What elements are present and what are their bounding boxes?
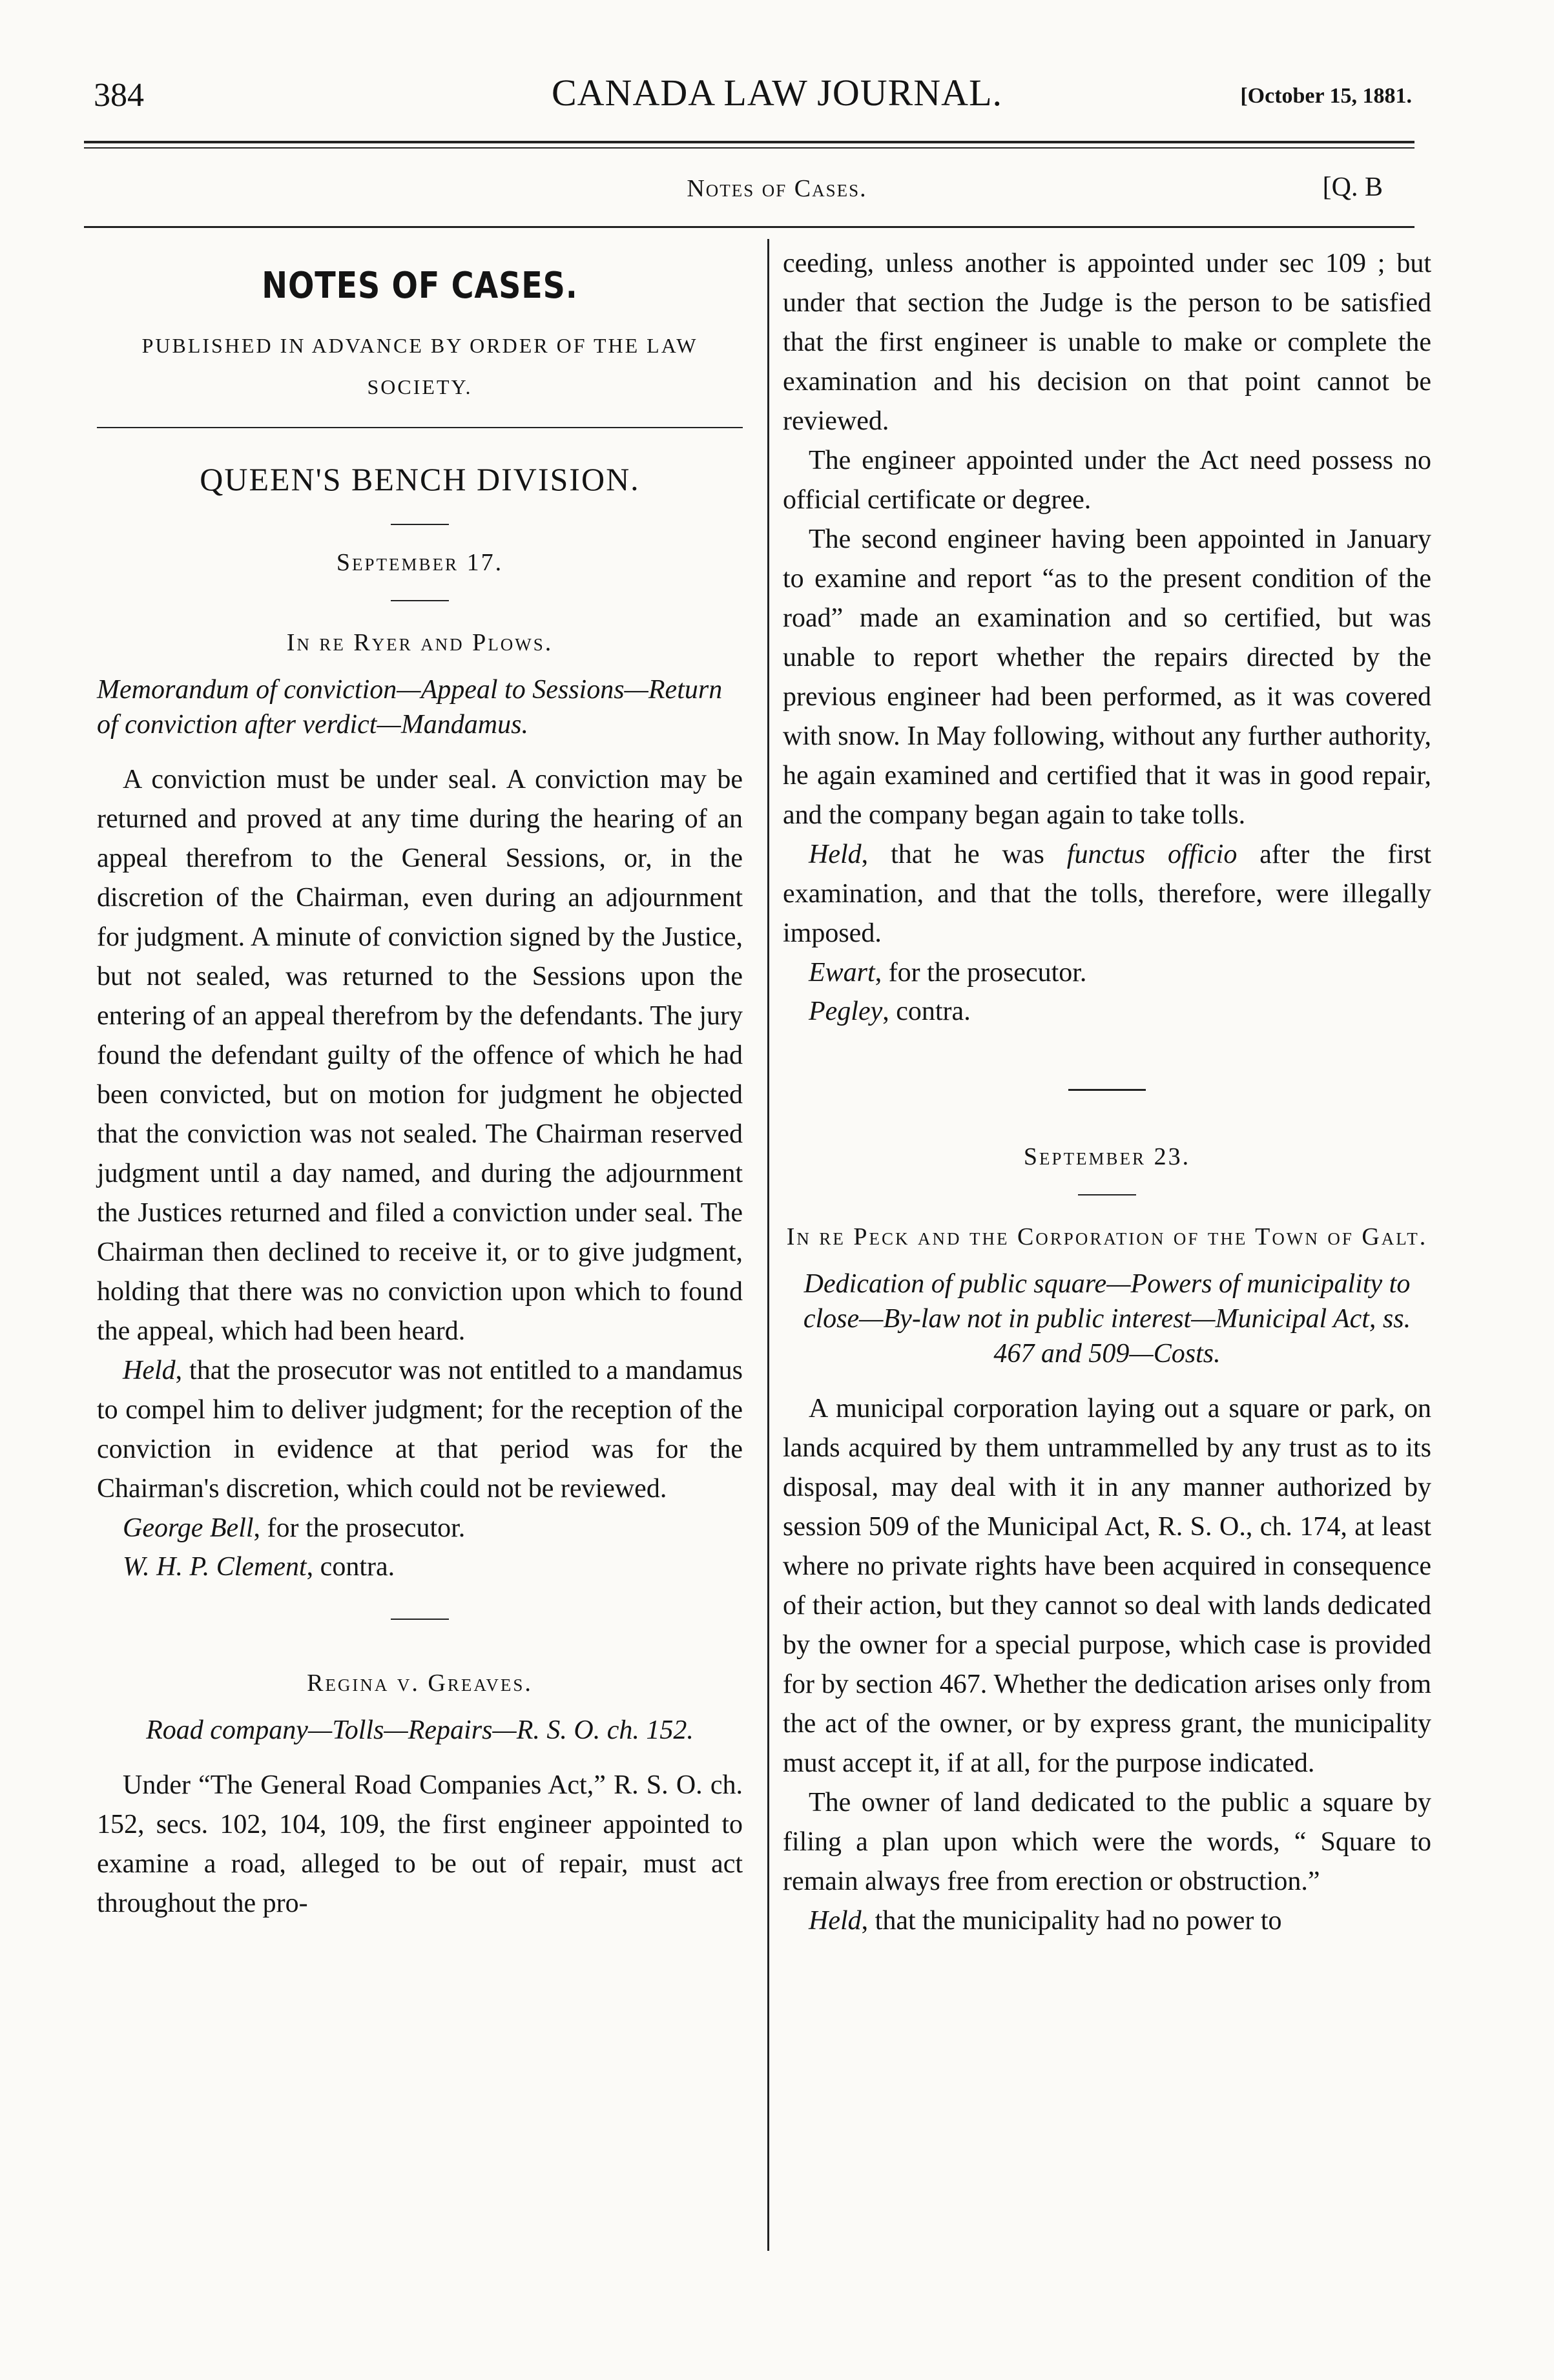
- short-rule: [391, 1619, 449, 1620]
- counsel-name: Pegley: [809, 997, 883, 1026]
- header-rule-thin: [84, 147, 1414, 149]
- subheading-rule: [84, 226, 1414, 228]
- held-text: , that the municipality had no power to: [861, 1906, 1282, 1936]
- header-rule: [84, 141, 1414, 143]
- held-label: Held: [809, 840, 862, 869]
- case-held: [97, 1351, 743, 1509]
- short-rule: [1068, 1089, 1146, 1091]
- counsel-role: , contra.: [882, 997, 971, 1026]
- held-text: after the first examination, and that the tolls, therefore, were illegally imposed.: [783, 840, 1431, 948]
- held-latin: functus officio: [1066, 840, 1238, 869]
- case-title: In re Ryer and Plows.: [286, 629, 554, 656]
- case-date: September 17.: [336, 549, 504, 576]
- counsel-role: , for the prosecutor.: [875, 958, 1087, 988]
- counsel-line: [123, 1509, 743, 1547]
- case-date: September 23.: [1023, 1143, 1191, 1170]
- page-number: 384: [94, 77, 144, 114]
- counsel-line: [123, 1547, 743, 1586]
- running-subheading: Notes of Cases.: [687, 175, 867, 202]
- case-title: Regina v. Greaves.: [307, 1670, 533, 1697]
- counsel-line: [809, 953, 1431, 992]
- short-rule: [391, 524, 449, 525]
- case-title: In re Peck and the Corporation of the Town of Galt.: [786, 1223, 1428, 1250]
- case-headnote: Road company—Tolls—Repairs—R. S. O. ch. 152.: [146, 1715, 694, 1745]
- counsel-role: , for the prosecutor.: [253, 1513, 466, 1543]
- counsel-role: , contra.: [306, 1552, 395, 1582]
- held-text: , that he was: [861, 840, 1067, 869]
- published-note: PUBLISHED IN ADVANCE BY ORDER OF THE LAW SOCIETY.: [141, 334, 698, 398]
- short-rule: [1078, 1194, 1136, 1195]
- section-rule: [97, 427, 743, 428]
- case-body: The second engineer having been appointed in January to examine and report “as to the present condition of the road” made an examination and so certified, but was unable to report whether the repairs directed by the previous engineer had been performed, as it was covered with snow. In May following, without any further authority, he again examined and certified that it was in good repair, and the company began again to take tolls.: [783, 524, 1431, 830]
- division-heading: QUEEN'S BENCH DIVISION.: [200, 461, 640, 497]
- left-column: [97, 244, 743, 1923]
- held-label: Held: [123, 1356, 176, 1385]
- case-body: ceeding, unless another is appointed under sec 109 ; but under that section the Judge is the person to be satisfied that the first engineer is unable to make or complete the examination and his decision on that point cannot be reviewed.: [783, 249, 1431, 436]
- journal-title: CANADA LAW JOURNAL.: [551, 72, 1002, 114]
- held-label: Held: [809, 1906, 862, 1936]
- issue-date: [October 15, 1881.: [1240, 84, 1412, 108]
- counsel-name: George Bell: [123, 1513, 254, 1543]
- counsel-name: Ewart: [809, 958, 875, 988]
- case-body: A municipal corporation laying out a square or park, on lands acquired by them untrammelled by any trust as to its disposal, may deal with it in any manner authorized by session 509 of the Municipal Act, R. S. O., ch. 174, at least where no private rights have been acquired in consequence of their action, but they cannot so deal with lands dedicated by the owner for a special purpose, which case is provided for by section 467. Whether the dedication arises only from the act of the owner, or by express grant, the municipality must accept it, if at all, for the purpose indicated.: [783, 1394, 1431, 1778]
- section-title: NOTES OF CASES.: [262, 265, 578, 307]
- case-body: The owner of land dedicated to the public a square by filing a plan upon which were the words, “ Square to remain always free from erection or obstruction.”: [783, 1788, 1431, 1896]
- case-body: A conviction must be under seal. A conviction may be returned and proved at any time during the hearing of an appeal therefrom to the General Sessions, or, in the discretion of the Chairman, even during an adjournment for judgment. A minute of conviction signed by the Justice, but not sealed, was returned to the Sessions upon the entering of an appeal therefrom by the defendants. The jury found the defendant guilty of the offence of which he had been convicted, but on motion for judgment he objected that the conviction was not sealed. The Chairman reserved judgment until a day named, and during the adjournment the Justices returned and filed a conviction under seal. The Chairman then declined to receive it, or to give judgment, holding that there was no conviction upon which to found the appeal, which had been heard.: [97, 765, 743, 1346]
- case-held: [783, 835, 1431, 953]
- counsel-line: [809, 992, 1431, 1031]
- court-reference: [Q. B: [1322, 172, 1383, 202]
- case-headnote: Dedication of public square—Powers of municipality to close—By-law not in public interest—Municipal Act, ss. 467 and 509—Costs.: [803, 1269, 1411, 1369]
- page-header: [0, 0, 1554, 220]
- case-held: [783, 1901, 1431, 1941]
- right-column: [767, 244, 1431, 1941]
- counsel-name: W. H. P. Clement: [123, 1552, 307, 1582]
- held-text: , that the prosecutor was not entitled to a mandamus to compel him to deliver judgment; for the reception of the conviction in evidence at that period was for the Chairman's discretion, which could not be reviewed.: [97, 1356, 743, 1504]
- case-headnote: Memorandum of conviction—Appeal to Sessions—Return of conviction after verdict—Mandamus.: [97, 675, 723, 740]
- case-body: The engineer appointed under the Act need possess no official certificate or degree.: [783, 446, 1431, 515]
- short-rule: [391, 600, 449, 601]
- case-body: Under “The General Road Companies Act,” R. S. O. ch. 152, secs. 102, 104, 109, the first engineer appointed to examine a road, alleged to be out of repair, must act throughout the pro-: [97, 1770, 743, 1918]
